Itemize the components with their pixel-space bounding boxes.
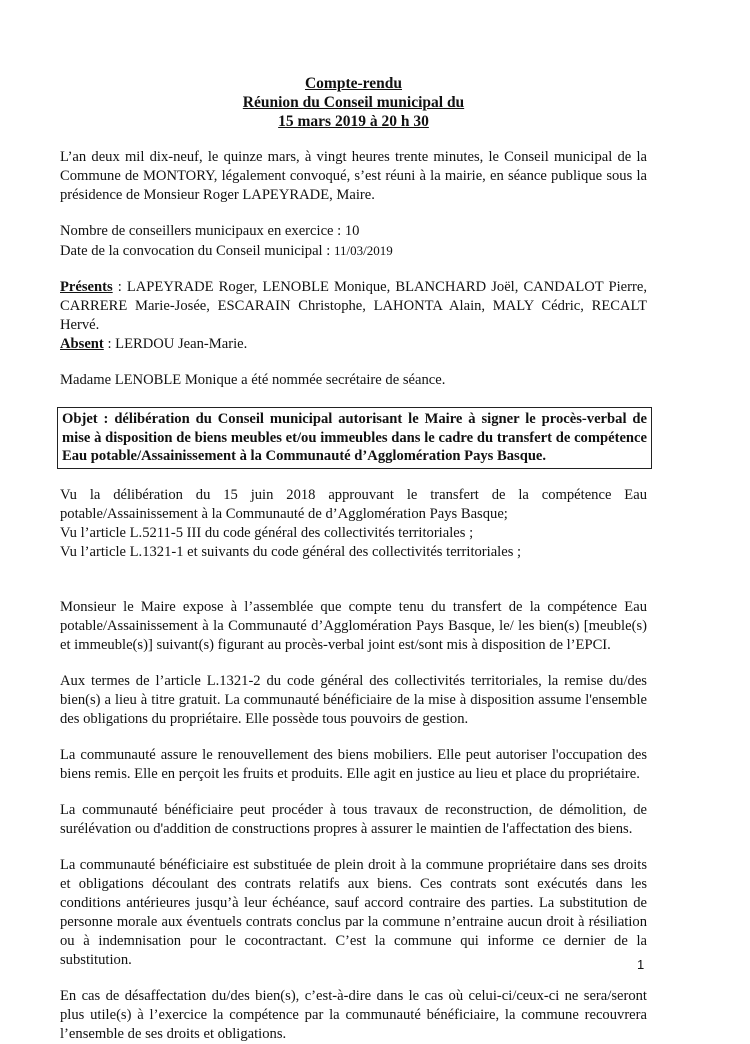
present-label: Présents (60, 279, 113, 295)
document-title (60, 74, 647, 131)
intro-paragraph: L’an deux mil dix-neuf, le quinze mars, à vingt heures trente minutes, le Conseil municipal de la Commune de MONTORY, légalement convoqué, s’est réuni à la mairie, en séance publique sous la présidence de Monsieur Roger LAPEYRADE, Maire. (60, 149, 647, 203)
page-number: 1 (637, 957, 645, 972)
object-text: Objet : délibération du Conseil municipal autorisant le Maire à signer le procès-verbal de mise à disposition de biens meubles et/ou immeubles dans le cadre du transfert de compétence Eau potable/Assainissement à la Communauté d’Agglomération Pays Basque. (62, 411, 647, 464)
body-paragraph: La communauté bénéficiaire est substituée de plein droit à la commune propriétaire dans ses droits et obligations découlant des contrats relatifs aux biens. Ces contrats sont exécutés dans les conditions antérieures jusqu’à leur échéance, sauf accord contraire des parties. La substitution de personne morale aux éventuels contrats conclus par la commune n’entraine aucun droit à résiliation ou à indemnisation pour le cocontractant. C’est la commune qui informe ce dernier de la substitution. (60, 856, 647, 968)
document-page (60, 74, 647, 1044)
present-names: : LAPEYRADE Roger, LENOBLE Monique, BLANCHARD Joël, CANDALOT Pierre, CARRERE Marie-Josée, ESCARAIN Christophe, LAHONTA Alain, MALY Cédric, RECALT Hervé. (60, 279, 647, 333)
absent-names: : LERDOU Jean-Marie. (103, 336, 248, 352)
legal-ref: Vu la délibération du 15 juin 2018 approuvant le transfert de la compétence Eau potable/Assainissement à la Communauté de d’Agglomération Pays Basque; (60, 486, 647, 522)
legal-references (60, 486, 647, 562)
body-paragraph: La communauté assure le renouvellement des biens mobiliers. Elle peut autoriser l'occupation des biens remis. Elle en perçoit les fruits et produits. Elle agit en justice au lieu et place du propriétaire. (60, 746, 647, 782)
title-line-2: Réunion du Conseil municipal du (242, 94, 465, 111)
body-paragraph: Aux termes de l’article L.1321-2 du code général des collectivités territoriales, la remise du/des bien(s) a lieu à titre gratuit. La communauté bénéficiaire de la mise à disposition assume l'ensemble des obligations du propriétaire. Elle possède tous pouvoirs de gestion. (60, 672, 647, 727)
members-count: Nombre de conseillers municipaux en exercice : 10 (60, 223, 360, 239)
title-line-1: Compte-rendu (304, 75, 403, 92)
body-paragraph: En cas de désaffectation du/des bien(s), c’est-à-dire dans le cas où celui-ci/ceux-ci ne sera/seront plus utile(s) à l’exercice la compétence par la communauté bénéficiaire, la commune recouvrera l’ensemble de ses droits et obligations. (60, 987, 647, 1042)
legal-ref: Vu l’article L.1321-1 et suivants du code général des collectivités territoriales ; (60, 543, 522, 560)
absent-line (60, 335, 647, 354)
absent-label: Absent (60, 336, 104, 352)
attendance-block (60, 278, 647, 354)
convocation-label: Date de la convocation du Conseil municipal : (60, 243, 334, 259)
body-paragraph: Monsieur le Maire expose à l’assemblée que compte tenu du transfert de la compétence Eau potable/Assainissement à la Communauté d’Agglomération Pays Basque, le/ les bien(s) [meuble(s) et immeuble(s)] suivant(s) figurant au procès-verbal joint est/sont mis à disposition de l’EPCI. (60, 598, 647, 653)
body-paragraph: La communauté bénéficiaire peut procéder à tous travaux de reconstruction, de démolition, de surélévation ou d'addition de constructions propres à assurer le maintien de l'affectation des biens. (60, 801, 647, 837)
counts-block (60, 222, 647, 261)
title-line-3: 15 mars 2019 à 20 h 30 (278, 113, 429, 130)
present-line (60, 278, 647, 335)
secretary-line: Madame LENOBLE Monique a été nommée secrétaire de séance. (60, 372, 446, 388)
convocation-date: 11/03/2019 (333, 243, 393, 258)
convocation-line (60, 241, 647, 261)
legal-ref: Vu l’article L.5211-5 III du code général des collectivités territoriales ; (60, 524, 474, 541)
object-box (57, 407, 652, 469)
